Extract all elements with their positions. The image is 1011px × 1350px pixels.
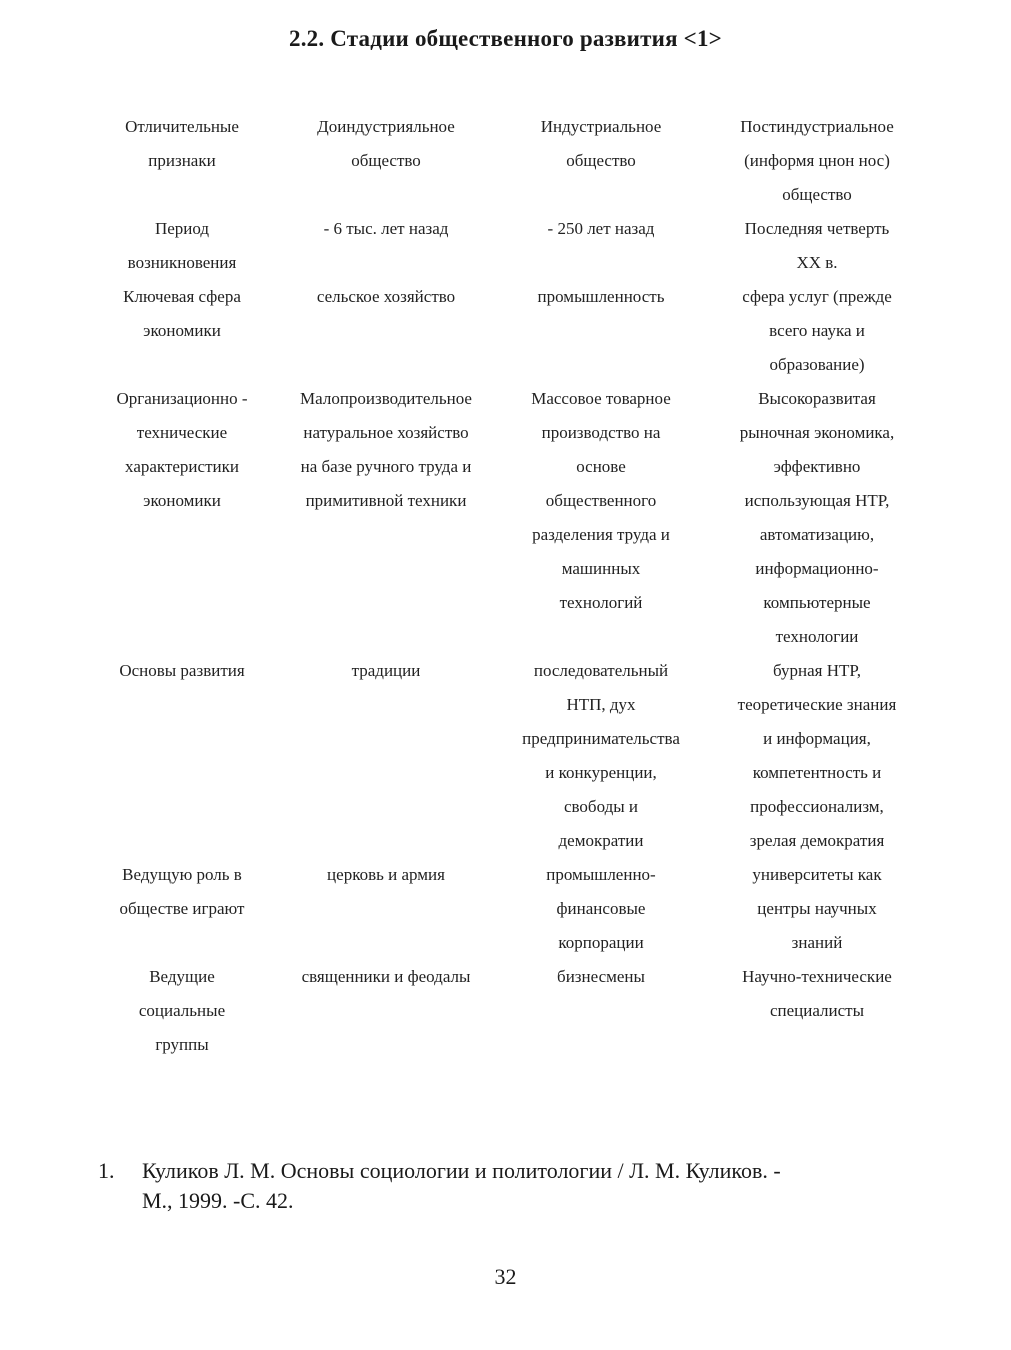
table-row (82, 858, 922, 960)
table-cell: Организационно - технические характеристики экономики (116, 389, 248, 510)
table-cell: последовательный НТП, дух предпринимательства и конкуренции, свободы и демократии (522, 661, 680, 850)
table-cell: университеты как центры научных знаний (752, 865, 882, 952)
table-cell: Высокоразвитая рыночная экономика, эффективно использующая НТР, автоматизацию, информационно- компьютерные технологии (739, 389, 895, 646)
table-cell: Ведущие социальные группы (138, 967, 226, 1054)
header-cell-industrial: Индустриальное общество (540, 117, 662, 170)
table-cell: Основы развития (119, 661, 245, 680)
header-cell-features: Отличительные признаки (125, 117, 239, 170)
table-cell: бизнесмены (557, 967, 645, 986)
table-cell: - 250 лет назад (547, 219, 655, 238)
table-cell: Последняя четверть XX в. (744, 219, 890, 272)
table-header (82, 110, 922, 212)
table-cell: Массовое товарное производство на основе общественного разделения труда и машинных технологий (531, 389, 671, 612)
table-cell: традиции (351, 661, 421, 680)
table-cell: Ключевая сфера экономики (123, 287, 241, 340)
table-cell: церковь и армия (327, 865, 445, 884)
stages-table (82, 110, 922, 1062)
header-cell-preindustrial: Доиндустрияльное общество (317, 117, 455, 170)
footnote (98, 1156, 928, 1216)
table-cell: бурная НТР, теоретические знания и информация, компетентность и профессионализм, зрелая демократия (737, 661, 897, 850)
header-cell-postindustrial: Постиндустриальное (информя цнон нос) общество (740, 117, 894, 204)
table-cell: - 6 тыс. лет назад (323, 219, 449, 238)
table-cell: сфера услуг (прежде всего наука и образование) (742, 287, 892, 374)
page-number: 32 (494, 1264, 517, 1289)
table-row (82, 382, 922, 654)
table-cell: промышленность (537, 287, 665, 306)
table-cell: священники и феодалы (301, 967, 471, 986)
table-row (82, 960, 922, 1062)
table-row (82, 280, 922, 382)
page-title: 2.2. Стадии общественного развития <1> (289, 26, 722, 51)
table-cell: Малопроизводительное натуральное хозяйство на базе ручного труда и примитивной техники (300, 389, 472, 510)
table-row (82, 654, 922, 858)
table-cell: Ведущую роль в обществе играют (119, 865, 245, 918)
footnote-number: 1. (98, 1158, 115, 1183)
table-cell: Период возникновения (127, 219, 237, 272)
table-cell: сельское хозяйство (316, 287, 456, 306)
table-cell: Научно-технические специалисты (742, 967, 892, 1020)
table-cell: промышленно- финансовые корпорации (546, 865, 656, 952)
table-row (82, 212, 922, 280)
footnote-text: Куликов Л. М. Основы социологии и политологии / Л. М. Куликов. - М., 1999. -С. 42. (142, 1158, 781, 1213)
